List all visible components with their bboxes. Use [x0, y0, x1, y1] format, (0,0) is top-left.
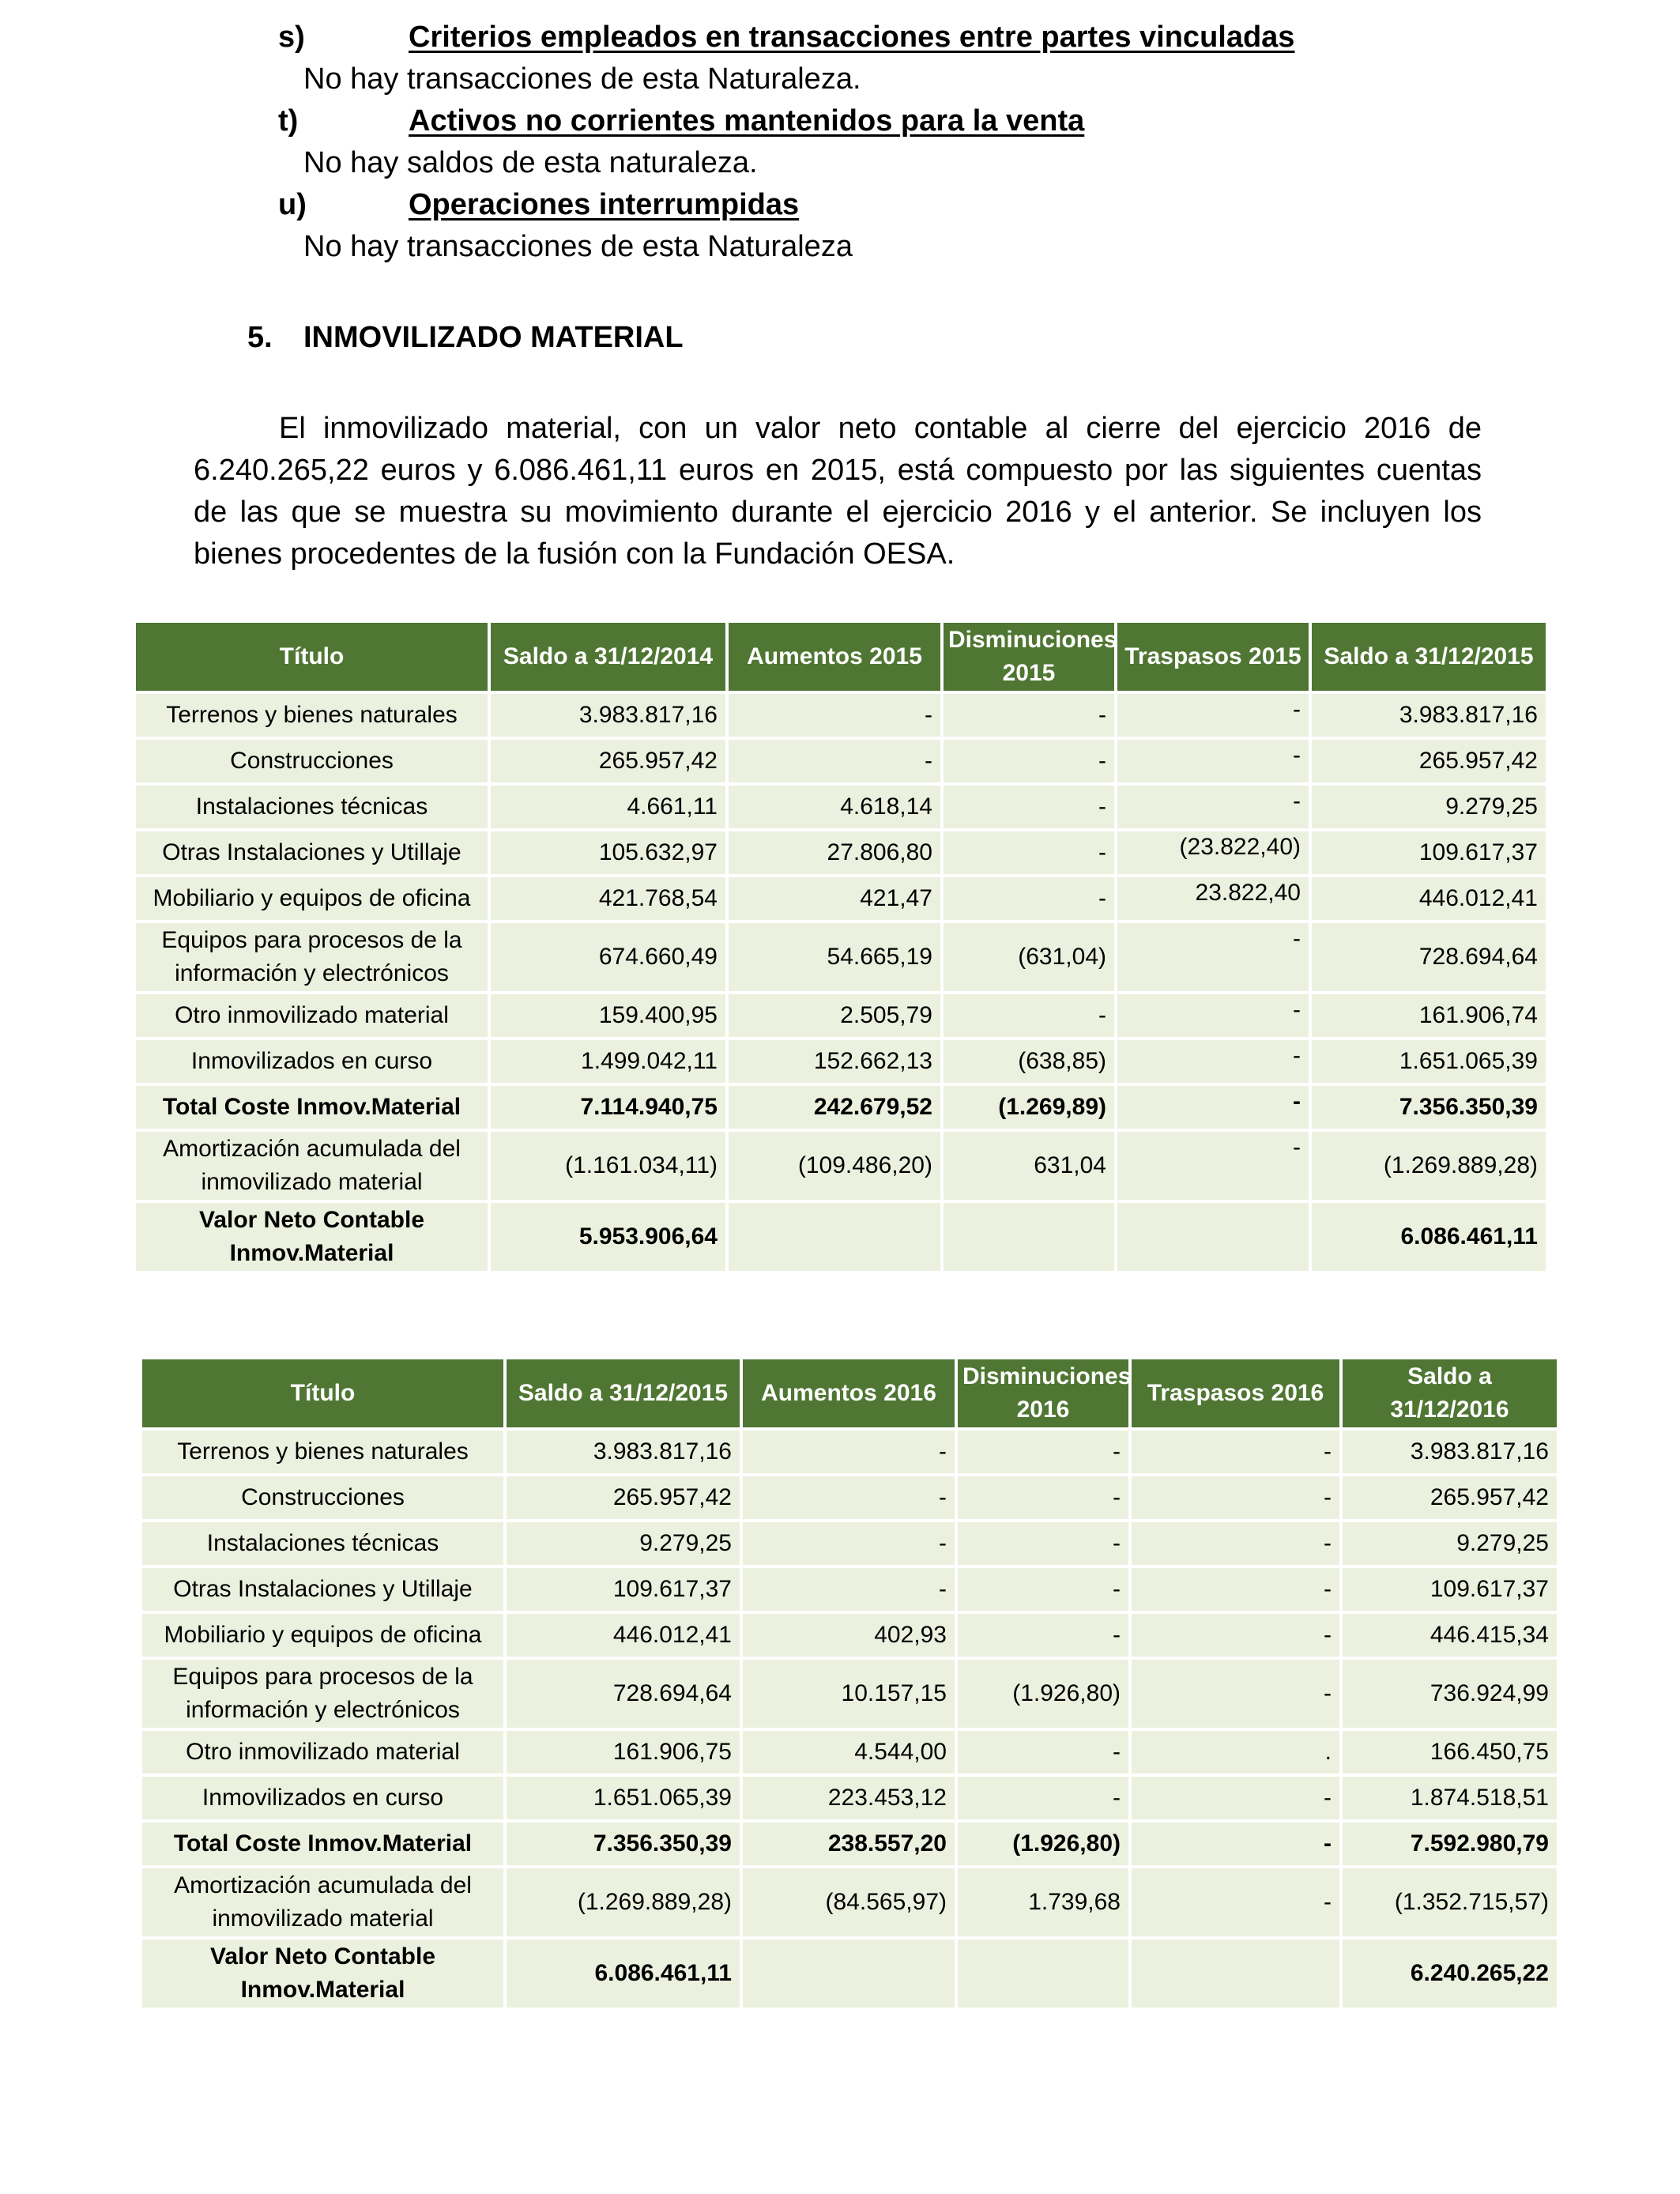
cell-value: 109.617,37: [507, 1568, 740, 1611]
cell-value: 674.660,49: [491, 923, 725, 991]
cell-value: 728.694,64: [507, 1660, 740, 1728]
cell-value: 5.953.906,64: [491, 1203, 725, 1271]
cell-value: [1117, 1203, 1309, 1271]
cell-value: -: [1132, 1660, 1339, 1728]
row-label: Amortización acumulada del inmovilizado material: [136, 1132, 488, 1200]
cell-value: 10.157,15: [743, 1660, 955, 1728]
cell-value: 223.453,12: [743, 1777, 955, 1819]
table-row: [142, 1476, 1557, 1519]
cell-value: 421.768,54: [491, 877, 725, 920]
cell-value: (23.822,40): [1117, 831, 1309, 874]
heading-number: 5.: [247, 321, 273, 354]
cell-value: 54.665,19: [729, 923, 940, 991]
cell-value: -: [743, 1476, 955, 1519]
cell-value: 736.924,99: [1343, 1660, 1557, 1728]
cell-value: -: [958, 1431, 1128, 1473]
cell-value: 631,04: [944, 1132, 1114, 1200]
cell-value: 1.651.065,39: [1312, 1040, 1546, 1083]
cell-value: (638,85): [944, 1040, 1114, 1083]
section-letter: u): [278, 188, 307, 221]
cell-value: -: [729, 694, 940, 737]
cell-value: -: [1132, 1476, 1339, 1519]
cell-value: -: [729, 740, 940, 782]
heading-title: INMOVILIZADO MATERIAL: [303, 321, 684, 354]
cell-value: -: [1132, 1868, 1339, 1936]
col-header: Saldo a 31/12/2014: [491, 623, 725, 691]
col-header: Saldo a 31/12/2016: [1343, 1359, 1557, 1427]
cell-value: 109.617,37: [1312, 831, 1546, 874]
cell-value: -: [944, 831, 1114, 874]
cell-value: 152.662,13: [729, 1040, 940, 1083]
cell-value: -: [743, 1522, 955, 1565]
section-title: Criterios empleados en transacciones entre partes vinculadas: [409, 21, 1295, 54]
cell-value: -: [1117, 1132, 1309, 1200]
cell-value: -: [1132, 1823, 1339, 1865]
cell-value: -: [1117, 1086, 1309, 1129]
col-header: Disminuciones 2015: [944, 623, 1114, 691]
col-header: Aumentos 2015: [729, 623, 940, 691]
cell-value: 446.415,34: [1343, 1614, 1557, 1657]
cell-value: 166.450,75: [1343, 1731, 1557, 1774]
cell-value: 6.240.265,22: [1343, 1940, 1557, 2007]
cell-value: 105.632,97: [491, 831, 725, 874]
row-label: Construcciones: [136, 740, 488, 782]
table-2015: [133, 620, 1549, 1274]
row-label: Otras Instalaciones y Utillaje: [142, 1568, 503, 1611]
cell-value: 4.661,11: [491, 786, 725, 828]
table-header-row: [142, 1359, 1557, 1427]
cell-value: 446.012,41: [507, 1614, 740, 1657]
col-header: Disminuciones 2016: [958, 1359, 1128, 1427]
cell-value: [743, 1940, 955, 2007]
col-header: Aumentos 2016: [743, 1359, 955, 1427]
cell-value: -: [958, 1522, 1128, 1565]
cell-value: -: [944, 694, 1114, 737]
section-title: Operaciones interrumpidas: [409, 188, 800, 221]
table-row: [136, 831, 1546, 874]
table-row: [136, 740, 1546, 782]
cell-value: -: [944, 786, 1114, 828]
table-row: [142, 1868, 1557, 1936]
section-letter: t): [278, 104, 299, 138]
row-label: Total Coste Inmov.Material: [142, 1823, 503, 1865]
table-2016: [139, 1356, 1560, 2011]
cell-value: -: [944, 740, 1114, 782]
table-row: [136, 1086, 1546, 1129]
cell-value: -: [1132, 1614, 1339, 1657]
table-row: [142, 1777, 1557, 1819]
col-header: Traspasos 2016: [1132, 1359, 1339, 1427]
row-label: Otras Instalaciones y Utillaje: [136, 831, 488, 874]
row-label: Otro inmovilizado material: [136, 994, 488, 1037]
cell-value: -: [1117, 923, 1309, 991]
table-row: [136, 694, 1546, 737]
cell-value: 3.983.817,16: [491, 694, 725, 737]
table-row: [136, 877, 1546, 920]
intro-paragraph: El inmovilizado material, con un valor neto contable al cierre del ejercicio 2016 de 6.240.265,22 euros y 6.086.461,11 euros en 2015, está compuesto por las siguientes cuentas de las que se muestra su movimiento durante el ejercicio 2016 y el anterior. Se incluyen los bienes procedentes de la fusión con la Fundación OESA.: [194, 412, 1482, 571]
table-row: [136, 923, 1546, 991]
row-label: Terrenos y bienes naturales: [142, 1431, 503, 1473]
cell-value: (1.269.889,28): [507, 1868, 740, 1936]
table-row: [142, 1731, 1557, 1774]
cell-value: [729, 1203, 940, 1271]
cell-value: 7.356.350,39: [1312, 1086, 1546, 1129]
cell-value: -: [944, 994, 1114, 1037]
cell-value: 421,47: [729, 877, 940, 920]
cell-value: 9.279,25: [1343, 1522, 1557, 1565]
cell-value: -: [958, 1777, 1128, 1819]
cell-value: -: [1132, 1568, 1339, 1611]
table-row: [142, 1614, 1557, 1657]
cell-value: 242.679,52: [729, 1086, 940, 1129]
cell-value: -: [958, 1731, 1128, 1774]
table-row: [136, 786, 1546, 828]
cell-value: [1132, 1940, 1339, 2007]
row-label: Construcciones: [142, 1476, 503, 1519]
col-header: Título: [136, 623, 488, 691]
cell-value: 9.279,25: [507, 1522, 740, 1565]
cell-value: 3.983.817,16: [1343, 1431, 1557, 1473]
cell-value: (1.269,89): [944, 1086, 1114, 1129]
row-label: Valor Neto Contable Inmov.Material: [136, 1203, 488, 1271]
cell-value: 6.086.461,11: [1312, 1203, 1546, 1271]
row-label: Equipos para procesos de la información y electrónicos: [142, 1660, 503, 1728]
cell-value: .: [1132, 1731, 1339, 1774]
table-row: [142, 1431, 1557, 1473]
cell-value: 728.694,64: [1312, 923, 1546, 991]
cell-value: -: [1117, 694, 1309, 737]
row-label: Equipos para procesos de la información y electrónicos: [136, 923, 488, 991]
cell-value: 3.983.817,16: [507, 1431, 740, 1473]
col-header: Saldo a 31/12/2015: [507, 1359, 740, 1427]
table-header-row: [136, 623, 1546, 691]
row-label: Instalaciones técnicas: [136, 786, 488, 828]
cell-value: (109.486,20): [729, 1132, 940, 1200]
table-row: [142, 1568, 1557, 1611]
row-label: Terrenos y bienes naturales: [136, 694, 488, 737]
col-header: Traspasos 2015: [1117, 623, 1309, 691]
cell-value: 4.618,14: [729, 786, 940, 828]
section-s-text: No hay transacciones de esta Naturaleza.: [303, 62, 861, 96]
cell-value: 3.983.817,16: [1312, 694, 1546, 737]
cell-value: 7.114.940,75: [491, 1086, 725, 1129]
section-t-text: No hay saldos de esta naturaleza.: [303, 146, 758, 179]
cell-value: -: [958, 1614, 1128, 1657]
section-title: Activos no corrientes mantenidos para la venta: [409, 104, 1085, 138]
cell-value: -: [1132, 1431, 1339, 1473]
section-u-text: No hay transacciones de esta Naturaleza: [303, 230, 853, 263]
cell-value: (1.926,80): [958, 1660, 1128, 1728]
cell-value: 1.739,68: [958, 1868, 1128, 1936]
cell-value: -: [958, 1568, 1128, 1611]
cell-value: 4.544,00: [743, 1731, 955, 1774]
col-header: Título: [142, 1359, 503, 1427]
cell-value: 7.592.980,79: [1343, 1823, 1557, 1865]
cell-value: 1.499.042,11: [491, 1040, 725, 1083]
col-header: Saldo a 31/12/2015: [1312, 623, 1546, 691]
cell-value: 6.086.461,11: [507, 1940, 740, 2007]
cell-value: [944, 1203, 1114, 1271]
table-row: [142, 1522, 1557, 1565]
cell-value: 159.400,95: [491, 994, 725, 1037]
cell-value: [958, 1940, 1128, 2007]
cell-value: 265.957,42: [1343, 1476, 1557, 1519]
cell-value: -: [743, 1568, 955, 1611]
row-label: Total Coste Inmov.Material: [136, 1086, 488, 1129]
row-label: Valor Neto Contable Inmov.Material: [142, 1940, 503, 2007]
cell-value: (631,04): [944, 923, 1114, 991]
cell-value: 27.806,80: [729, 831, 940, 874]
table-row: [142, 1823, 1557, 1865]
cell-value: 265.957,42: [1312, 740, 1546, 782]
table-row: [136, 994, 1546, 1037]
cell-value: 238.557,20: [743, 1823, 955, 1865]
cell-value: 23.822,40: [1117, 877, 1309, 920]
cell-value: 265.957,42: [491, 740, 725, 782]
cell-value: -: [1117, 740, 1309, 782]
row-label: Amortización acumulada del inmovilizado material: [142, 1868, 503, 1936]
cell-value: 7.356.350,39: [507, 1823, 740, 1865]
table-row: [136, 1203, 1546, 1271]
cell-value: 161.906,74: [1312, 994, 1546, 1037]
row-label: Mobiliario y equipos de oficina: [136, 877, 488, 920]
cell-value: 109.617,37: [1343, 1568, 1557, 1611]
row-label: Instalaciones técnicas: [142, 1522, 503, 1565]
cell-value: -: [1117, 786, 1309, 828]
table-row: [142, 1660, 1557, 1728]
cell-value: (1.352.715,57): [1343, 1868, 1557, 1936]
cell-value: 1.874.518,51: [1343, 1777, 1557, 1819]
cell-value: -: [1132, 1522, 1339, 1565]
cell-value: 1.651.065,39: [507, 1777, 740, 1819]
cell-value: (1.161.034,11): [491, 1132, 725, 1200]
section-letter: s): [278, 21, 305, 54]
cell-value: 161.906,75: [507, 1731, 740, 1774]
table-row: [136, 1040, 1546, 1083]
cell-value: -: [1117, 1040, 1309, 1083]
cell-value: 2.505,79: [729, 994, 940, 1037]
cell-value: -: [958, 1476, 1128, 1519]
cell-value: 9.279,25: [1312, 786, 1546, 828]
cell-value: -: [1132, 1777, 1339, 1819]
cell-value: (1.926,80): [958, 1823, 1128, 1865]
table-row: [136, 1132, 1546, 1200]
cell-value: (84.565,97): [743, 1868, 955, 1936]
cell-value: -: [944, 877, 1114, 920]
cell-value: 265.957,42: [507, 1476, 740, 1519]
cell-value: -: [1117, 994, 1309, 1037]
row-label: Mobiliario y equipos de oficina: [142, 1614, 503, 1657]
cell-value: (1.269.889,28): [1312, 1132, 1546, 1200]
row-label: Inmovilizados en curso: [136, 1040, 488, 1083]
cell-value: 402,93: [743, 1614, 955, 1657]
table-row: [142, 1940, 1557, 2007]
row-label: Otro inmovilizado material: [142, 1731, 503, 1774]
cell-value: 446.012,41: [1312, 877, 1546, 920]
row-label: Inmovilizados en curso: [142, 1777, 503, 1819]
cell-value: -: [743, 1431, 955, 1473]
